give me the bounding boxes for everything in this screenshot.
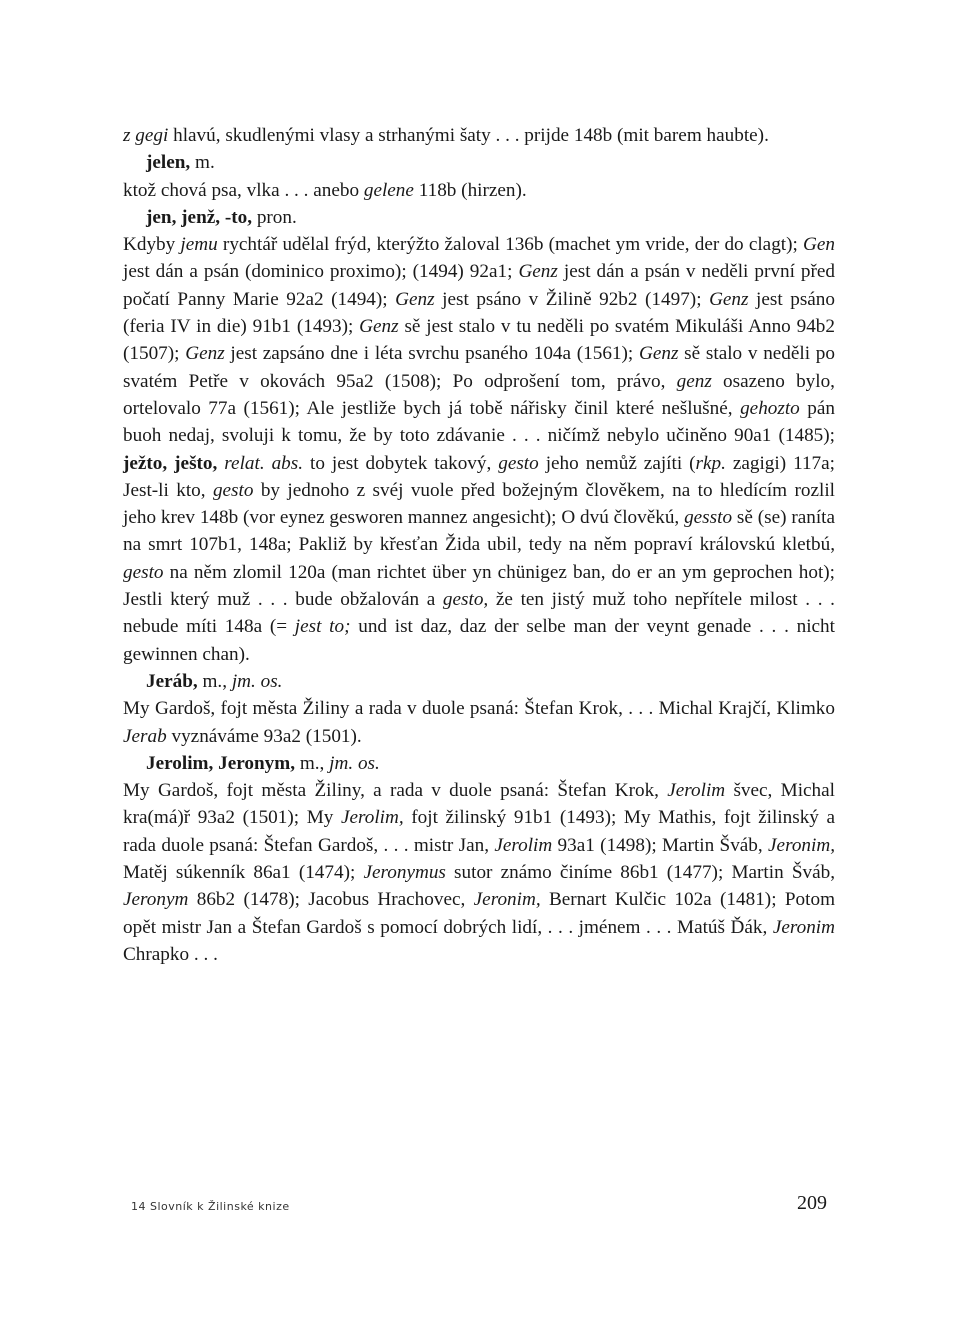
- footer-signature: 14 Slovník k Žilinské knize: [131, 1200, 290, 1213]
- entry-headword: jelen, m.: [146, 152, 215, 174]
- entry-paragraph: My Gardoš, fojt města Žiliny a rada v duole psaná: Štefan Krok, . . . Michal Krajčí, Klimko Jerab vyznáváme 93a2 (1501).: [123, 698, 835, 747]
- entry-paragraph: Kdyby jemu rychtář udělal frýd, kterýžto žaloval 136b (machet ym vride, der do clagt); Gen jest dán a psán (dominico proximo); (1494) 92a1; Genz jest dán a psán v neděli první před počatí Panny Marie 92a2 (1494); Genz jest psáno v Žilině 92b2 (1497); Genz jest psáno (feria IV in die) 91b1 (1493); Genz sě jest stalo v tu neděli po svatém Mikuláši Anno 94b2 (1507); Genz jest zapsáno dne i léta svrchu psaného 104a (1561); Genz sě stalo v neděli po svatém Petře v okovách 95a2 (1508); Po odprošení tom, právo, genz osazeno bylo, ortelovalo 77a (1561); Ale jestliže bych já tobě nářisky činil které nešlušné, gehozto pán buoh nedaj, svoluji k tomu, že by toto zdávanie . . . ničímž nebylo učiněno 90a1 (1485); ježto, ješto, relat. abs. to jest dobytek takový, gesto jeho nemůž zajíti (rkp. zagigi) 117a; Jest-li kto, gesto by jednoho z svéj vuole před božejným člověkem, na to hledícím rozlil jeho krev 148b (vor eynez gesworen mannez angesicht); O dvú člověkú, gessto sě (se) raníta na smrt 107b1, 148a; Pakliž by křesťan Žida ubil, tedy na něm popraví královskú kletbú, gesto na něm zlomil 120a (man richtet über yn chünigez ban, do er an ym geprochen hot); Jestli který muž . . . bude obžalován a gesto, že ten jistý muž toho nepřítele milost . . . nebude míti 148a (= jest to; und ist daz, daz der selbe man der veynt genade . . . nicht gewinnen chan).: [123, 234, 835, 665]
- entry-paragraph: My Gardoš, fojt města Žiliny, a rada v duole psaná: Štefan Krok, Jerolim švec, Michal kra(má)ř 93a2 (1501); My Jerolim, fojt žilinský 91b1 (1493); My Mathis, fojt žilinský a rada duole psaná: Štefan Gardoš, . . . mistr Jan, Jerolim 93a1 (1498); Martin Šváb, Jeronim, Matěj súkenník 86a1 (1474); Jeronymus sutor známo činíme 86b1 (1477); Martin Šváb, Jeronym 86b2 (1478); Jacobus Hrachovec, Jeronim, Bernart Kulčic 102a (1481); Potom opět mistr Jan a Štefan Gardoš s pomocí dobrých lidí, . . . jménem . . . Matúš Ďák, Jeronim Chrapko . . .: [123, 780, 835, 965]
- dictionary-text: [123, 122, 835, 968]
- entry-headword: Jerolim, Jeronym, m., jm. os.: [146, 752, 380, 774]
- entry-headword: jen, jenž, -to, pron.: [146, 206, 297, 228]
- entry-headword: Jeráb, m., jm. os.: [146, 670, 283, 692]
- page-number: 209: [797, 1192, 827, 1214]
- entry-paragraph: z gegi hlavú, skudlenými vlasy a strhanými šaty . . . prijde 148b (mit barem haubte).: [123, 125, 769, 146]
- entry-paragraph: ktož chová psa, vlka . . . anebo gelene 118b (hirzen).: [123, 179, 527, 201]
